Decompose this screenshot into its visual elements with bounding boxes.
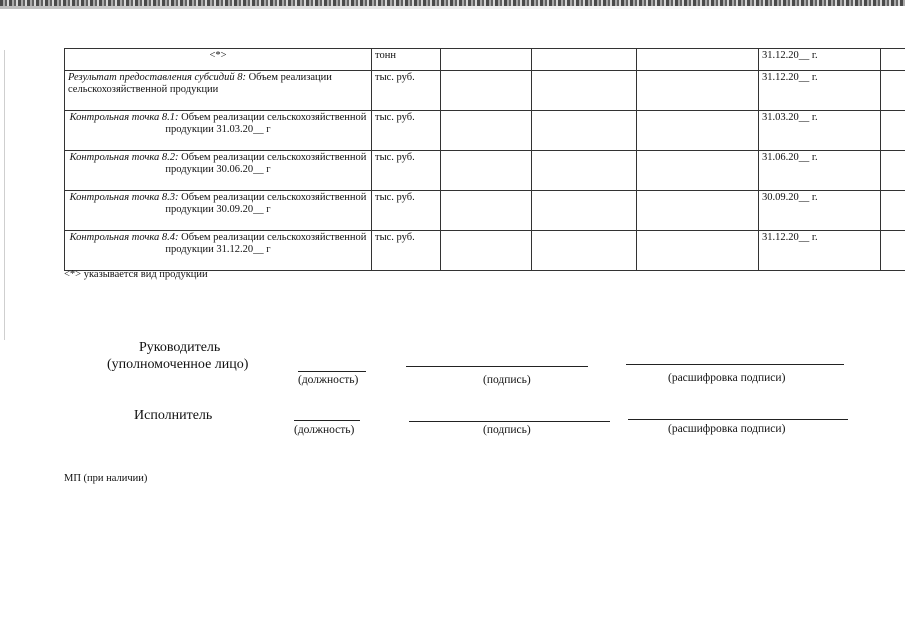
table-row — [65, 151, 905, 191]
row-name-italic: Контрольная точка 8.2: — [69, 152, 179, 163]
row-name — [65, 231, 372, 271]
row-name-text: <*> — [209, 50, 227, 61]
empty-cell — [532, 111, 637, 151]
head-title-line2: (уполномоченное лицо) — [107, 357, 249, 372]
empty-cell — [637, 151, 759, 191]
report-table — [64, 48, 905, 271]
empty-cell — [637, 111, 759, 151]
empty-cell — [532, 191, 637, 231]
scan-artifact-top — [0, 0, 905, 10]
row-name-italic: Контрольная точка 8.1: — [69, 112, 179, 123]
row-unit: тонн — [372, 49, 441, 71]
row-name-plain: Объем реализации сельскохозяйственной продукции 30.06.20__ г — [165, 152, 367, 175]
executor-signature-line — [409, 421, 610, 422]
empty-cell — [532, 71, 637, 111]
empty-cell — [441, 231, 532, 271]
row-name — [65, 111, 372, 151]
row-name-italic: Результат предоставления субсидий 8: — [68, 72, 246, 83]
executor-position-caption: (должность) — [294, 424, 355, 436]
empty-cell — [881, 71, 905, 111]
table-row — [65, 49, 905, 71]
empty-cell — [532, 49, 637, 71]
empty-cell — [441, 71, 532, 111]
row-name — [65, 151, 372, 191]
empty-cell — [441, 49, 532, 71]
row-name-plain: Объем реализации сельскохозяйственной продукции 31.03.20__ г — [165, 112, 367, 135]
row-name — [65, 191, 372, 231]
footnote: <*> указывается вид продукции — [64, 269, 208, 280]
empty-cell — [881, 111, 905, 151]
head-title-line1: Руководитель — [139, 340, 221, 355]
row-unit: тыс. руб. — [372, 111, 441, 151]
row-date: 31.03.20__ г. — [759, 111, 881, 151]
row-unit: тыс. руб. — [372, 231, 441, 271]
head-signature-line — [406, 366, 588, 367]
empty-cell — [532, 231, 637, 271]
head-signature-caption: (подпись) — [483, 374, 531, 386]
row-date: 31.12.20__ г. — [759, 231, 881, 271]
empty-cell — [881, 49, 905, 71]
row-name-plain: Объем реализации сельскохозяйственной продукции — [68, 72, 332, 95]
row-unit: тыс. руб. — [372, 191, 441, 231]
executor-decoding-caption: (расшифровка подписи) — [668, 423, 786, 435]
row-date: 31.12.20__ г. — [759, 71, 881, 111]
table-row — [65, 71, 905, 111]
row-date: 31.06.20__ г. — [759, 151, 881, 191]
row-name-italic: Контрольная точка 8.3: — [69, 192, 179, 203]
empty-cell — [881, 151, 905, 191]
row-name-italic: Контрольная точка 8.4: — [69, 232, 179, 243]
empty-cell — [637, 231, 759, 271]
table-row — [65, 231, 905, 271]
row-name — [65, 71, 372, 111]
head-decoding-line — [626, 364, 844, 365]
row-name-plain: Объем реализации сельскохозяйственной продукции 31.12.20__ г — [165, 232, 367, 255]
empty-cell — [441, 111, 532, 151]
row-date: 30.09.20__ г. — [759, 191, 881, 231]
empty-cell — [637, 71, 759, 111]
scan-artifact-left — [4, 50, 5, 340]
empty-cell — [637, 191, 759, 231]
executor-decoding-line — [628, 419, 848, 420]
empty-cell — [532, 151, 637, 191]
stamp-note: МП (при наличии) — [64, 473, 148, 484]
empty-cell — [441, 191, 532, 231]
table-row — [65, 191, 905, 231]
empty-cell — [637, 49, 759, 71]
executor-title: Исполнитель — [134, 408, 213, 423]
executor-signature-caption: (подпись) — [483, 424, 531, 436]
row-name — [65, 49, 372, 71]
table-row — [65, 111, 905, 151]
head-decoding-caption: (расшифровка подписи) — [668, 372, 786, 384]
executor-position-line — [294, 420, 360, 421]
row-unit: тыс. руб. — [372, 71, 441, 111]
empty-cell — [441, 151, 532, 191]
row-name-plain: Объем реализации сельскохозяйственной продукции 30.09.20__ г — [165, 192, 367, 215]
head-position-line — [298, 371, 366, 372]
head-position-caption: (должность) — [298, 374, 359, 386]
row-unit: тыс. руб. — [372, 151, 441, 191]
empty-cell — [881, 231, 905, 271]
empty-cell — [881, 191, 905, 231]
row-date: 31.12.20__ г. — [759, 49, 881, 71]
